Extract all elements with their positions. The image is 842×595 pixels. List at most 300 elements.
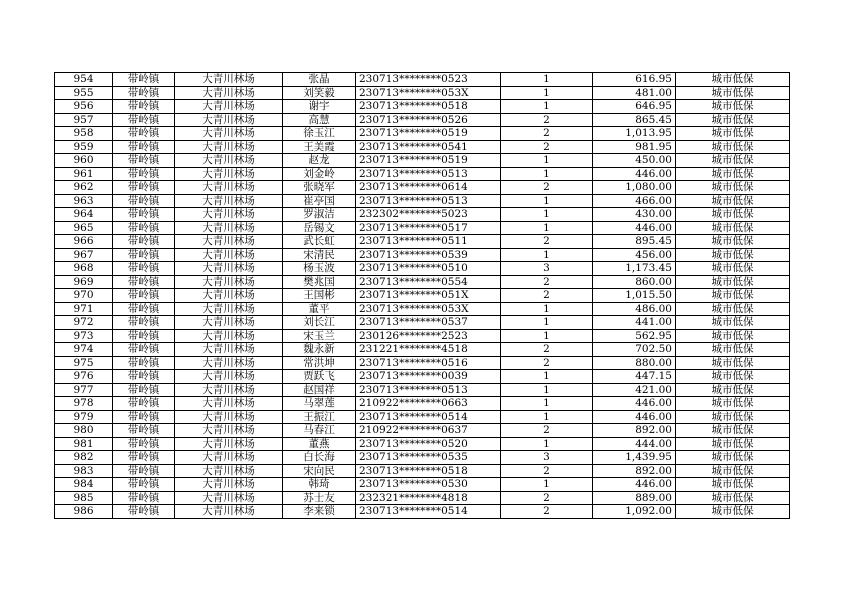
person-name-cell: 刘长江 — [283, 316, 356, 330]
table-row — [55, 73, 790, 87]
table-row — [55, 491, 790, 505]
row-number-cell: 957 — [55, 113, 113, 127]
amount-cell: 486.00 — [593, 302, 676, 316]
row-number-cell: 984 — [55, 478, 113, 492]
town-cell: 带岭镇 — [113, 113, 175, 127]
id-number-cell: 230713********0513 — [356, 194, 501, 208]
assistance-type-cell: 城市低保 — [676, 329, 790, 343]
forest-farm-cell: 大青川林场 — [175, 329, 283, 343]
forest-farm-cell: 大青川林场 — [175, 424, 283, 438]
household-count-cell: 1 — [501, 437, 593, 451]
id-number-cell: 230713********0539 — [356, 248, 501, 262]
amount-cell: 1,439.95 — [593, 451, 676, 465]
town-cell: 带岭镇 — [113, 154, 175, 168]
household-count-cell: 1 — [501, 478, 593, 492]
amount-cell: 430.00 — [593, 208, 676, 222]
household-count-cell: 1 — [501, 208, 593, 222]
id-number-cell: 230713********0518 — [356, 100, 501, 114]
household-count-cell: 2 — [501, 505, 593, 519]
town-cell: 带岭镇 — [113, 478, 175, 492]
amount-cell: 421.00 — [593, 383, 676, 397]
town-cell: 带岭镇 — [113, 383, 175, 397]
row-number-cell: 972 — [55, 316, 113, 330]
amount-cell: 446.00 — [593, 397, 676, 411]
row-number-cell: 983 — [55, 464, 113, 478]
household-count-cell: 1 — [501, 397, 593, 411]
row-number-cell: 968 — [55, 262, 113, 276]
household-count-cell: 1 — [501, 316, 593, 330]
table-row — [55, 451, 790, 465]
person-name-cell: 赵龙 — [283, 154, 356, 168]
person-name-cell: 樊兆国 — [283, 275, 356, 289]
spreadsheet-page — [54, 72, 790, 519]
table-row — [55, 343, 790, 357]
town-cell: 带岭镇 — [113, 302, 175, 316]
row-number-cell: 954 — [55, 73, 113, 87]
amount-cell: 892.00 — [593, 464, 676, 478]
id-number-cell: 230713********0518 — [356, 464, 501, 478]
household-count-cell: 1 — [501, 370, 593, 384]
table-row — [55, 86, 790, 100]
assistance-type-cell: 城市低保 — [676, 343, 790, 357]
id-number-cell: 230713********0514 — [356, 410, 501, 424]
assistance-type-cell: 城市低保 — [676, 194, 790, 208]
row-number-cell: 981 — [55, 437, 113, 451]
row-number-cell: 965 — [55, 221, 113, 235]
row-number-cell: 958 — [55, 127, 113, 141]
row-number-cell: 960 — [55, 154, 113, 168]
town-cell: 带岭镇 — [113, 397, 175, 411]
table-row — [55, 410, 790, 424]
assistance-type-cell: 城市低保 — [676, 113, 790, 127]
table-row — [55, 383, 790, 397]
household-count-cell: 1 — [501, 194, 593, 208]
forest-farm-cell: 大青川林场 — [175, 383, 283, 397]
person-name-cell: 白长海 — [283, 451, 356, 465]
id-number-cell: 230713********0523 — [356, 73, 501, 87]
row-number-cell: 980 — [55, 424, 113, 438]
id-number-cell: 230713********0520 — [356, 437, 501, 451]
id-number-cell: 230713********0516 — [356, 356, 501, 370]
town-cell: 带岭镇 — [113, 343, 175, 357]
row-number-cell: 985 — [55, 491, 113, 505]
row-number-cell: 967 — [55, 248, 113, 262]
row-number-cell: 976 — [55, 370, 113, 384]
id-number-cell: 210922********0663 — [356, 397, 501, 411]
id-number-cell: 230713********0511 — [356, 235, 501, 249]
forest-farm-cell: 大青川林场 — [175, 478, 283, 492]
town-cell: 带岭镇 — [113, 356, 175, 370]
id-number-cell: 230713********0510 — [356, 262, 501, 276]
town-cell: 带岭镇 — [113, 424, 175, 438]
forest-farm-cell: 大青川林场 — [175, 154, 283, 168]
person-name-cell: 董燕 — [283, 437, 356, 451]
row-number-cell: 974 — [55, 343, 113, 357]
assistance-type-cell: 城市低保 — [676, 316, 790, 330]
forest-farm-cell: 大青川林场 — [175, 302, 283, 316]
town-cell: 带岭镇 — [113, 329, 175, 343]
amount-cell: 860.00 — [593, 275, 676, 289]
row-number-cell: 963 — [55, 194, 113, 208]
assistance-type-cell: 城市低保 — [676, 167, 790, 181]
person-name-cell: 杨玉波 — [283, 262, 356, 276]
assistance-type-cell: 城市低保 — [676, 410, 790, 424]
person-name-cell: 谢宇 — [283, 100, 356, 114]
person-name-cell: 高慧 — [283, 113, 356, 127]
row-number-cell: 961 — [55, 167, 113, 181]
table-row — [55, 167, 790, 181]
row-number-cell: 962 — [55, 181, 113, 195]
household-count-cell: 1 — [501, 410, 593, 424]
forest-farm-cell: 大青川林场 — [175, 194, 283, 208]
household-count-cell: 2 — [501, 343, 593, 357]
assistance-type-cell: 城市低保 — [676, 140, 790, 154]
household-count-cell: 2 — [501, 424, 593, 438]
amount-cell: 446.00 — [593, 221, 676, 235]
assistance-type-cell: 城市低保 — [676, 221, 790, 235]
forest-farm-cell: 大青川林场 — [175, 505, 283, 519]
town-cell: 带岭镇 — [113, 221, 175, 235]
row-number-cell: 986 — [55, 505, 113, 519]
table-row — [55, 437, 790, 451]
forest-farm-cell: 大青川林场 — [175, 437, 283, 451]
household-count-cell: 1 — [501, 248, 593, 262]
table-row — [55, 356, 790, 370]
row-number-cell: 975 — [55, 356, 113, 370]
id-number-cell: 230713********0517 — [356, 221, 501, 235]
assistance-type-cell: 城市低保 — [676, 478, 790, 492]
table-row — [55, 397, 790, 411]
forest-farm-cell: 大青川林场 — [175, 275, 283, 289]
assistance-type-cell: 城市低保 — [676, 248, 790, 262]
household-count-cell: 1 — [501, 73, 593, 87]
person-name-cell: 王振江 — [283, 410, 356, 424]
table-row — [55, 248, 790, 262]
household-count-cell: 2 — [501, 491, 593, 505]
person-name-cell: 张晓军 — [283, 181, 356, 195]
forest-farm-cell: 大青川林场 — [175, 113, 283, 127]
forest-farm-cell: 大青川林场 — [175, 343, 283, 357]
assistance-type-cell: 城市低保 — [676, 437, 790, 451]
household-count-cell: 2 — [501, 181, 593, 195]
town-cell: 带岭镇 — [113, 181, 175, 195]
id-number-cell: 230713********0513 — [356, 383, 501, 397]
amount-cell: 481.00 — [593, 86, 676, 100]
person-name-cell: 武长虹 — [283, 235, 356, 249]
id-number-cell: 230713********0526 — [356, 113, 501, 127]
assistance-type-cell: 城市低保 — [676, 100, 790, 114]
table-row — [55, 235, 790, 249]
household-count-cell: 2 — [501, 235, 593, 249]
table-row — [55, 100, 790, 114]
amount-cell: 447.15 — [593, 370, 676, 384]
forest-farm-cell: 大青川林场 — [175, 410, 283, 424]
household-count-cell: 3 — [501, 451, 593, 465]
amount-cell: 1,080.00 — [593, 181, 676, 195]
table-row — [55, 275, 790, 289]
assistance-type-cell: 城市低保 — [676, 208, 790, 222]
row-number-cell: 956 — [55, 100, 113, 114]
person-name-cell: 魏永新 — [283, 343, 356, 357]
id-number-cell: 231221********4518 — [356, 343, 501, 357]
amount-cell: 616.95 — [593, 73, 676, 87]
id-number-cell: 230713********0554 — [356, 275, 501, 289]
forest-farm-cell: 大青川林场 — [175, 248, 283, 262]
table-row — [55, 154, 790, 168]
id-number-cell: 230713********0537 — [356, 316, 501, 330]
assistance-type-cell: 城市低保 — [676, 464, 790, 478]
household-count-cell: 1 — [501, 154, 593, 168]
relief-roster-table — [54, 72, 790, 519]
row-number-cell: 973 — [55, 329, 113, 343]
household-count-cell: 1 — [501, 302, 593, 316]
assistance-type-cell: 城市低保 — [676, 505, 790, 519]
household-count-cell: 2 — [501, 356, 593, 370]
forest-farm-cell: 大青川林场 — [175, 127, 283, 141]
row-number-cell: 969 — [55, 275, 113, 289]
table-row — [55, 289, 790, 303]
id-number-cell: 230713********053X — [356, 86, 501, 100]
town-cell: 带岭镇 — [113, 140, 175, 154]
amount-cell: 865.45 — [593, 113, 676, 127]
id-number-cell: 230713********0039 — [356, 370, 501, 384]
town-cell: 带岭镇 — [113, 100, 175, 114]
row-number-cell: 982 — [55, 451, 113, 465]
town-cell: 带岭镇 — [113, 235, 175, 249]
table-row — [55, 208, 790, 222]
id-number-cell: 230713********051X — [356, 289, 501, 303]
person-name-cell: 刘笑毅 — [283, 86, 356, 100]
row-number-cell: 979 — [55, 410, 113, 424]
table-row — [55, 302, 790, 316]
id-number-cell: 230713********0514 — [356, 505, 501, 519]
id-number-cell: 230713********0535 — [356, 451, 501, 465]
amount-cell: 1,173.45 — [593, 262, 676, 276]
forest-farm-cell: 大青川林场 — [175, 100, 283, 114]
assistance-type-cell: 城市低保 — [676, 451, 790, 465]
person-name-cell: 宋玉兰 — [283, 329, 356, 343]
assistance-type-cell: 城市低保 — [676, 154, 790, 168]
forest-farm-cell: 大青川林场 — [175, 370, 283, 384]
assistance-type-cell: 城市低保 — [676, 235, 790, 249]
person-name-cell: 赵国祥 — [283, 383, 356, 397]
town-cell: 带岭镇 — [113, 491, 175, 505]
household-count-cell: 1 — [501, 329, 593, 343]
amount-cell: 646.95 — [593, 100, 676, 114]
table-row — [55, 316, 790, 330]
town-cell: 带岭镇 — [113, 451, 175, 465]
household-count-cell: 2 — [501, 127, 593, 141]
town-cell: 带岭镇 — [113, 289, 175, 303]
amount-cell: 880.00 — [593, 356, 676, 370]
household-count-cell: 3 — [501, 262, 593, 276]
table-row — [55, 140, 790, 154]
person-name-cell: 马翠莲 — [283, 397, 356, 411]
table-row — [55, 329, 790, 343]
person-name-cell: 贾跃飞 — [283, 370, 356, 384]
amount-cell: 466.00 — [593, 194, 676, 208]
row-number-cell: 966 — [55, 235, 113, 249]
assistance-type-cell: 城市低保 — [676, 275, 790, 289]
id-number-cell: 210922********0637 — [356, 424, 501, 438]
id-number-cell: 230713********0519 — [356, 127, 501, 141]
id-number-cell: 230713********0530 — [356, 478, 501, 492]
table-row — [55, 370, 790, 384]
assistance-type-cell: 城市低保 — [676, 356, 790, 370]
forest-farm-cell: 大青川林场 — [175, 397, 283, 411]
row-number-cell: 971 — [55, 302, 113, 316]
table-row — [55, 262, 790, 276]
town-cell: 带岭镇 — [113, 208, 175, 222]
town-cell: 带岭镇 — [113, 167, 175, 181]
table-row — [55, 424, 790, 438]
assistance-type-cell: 城市低保 — [676, 262, 790, 276]
row-number-cell: 955 — [55, 86, 113, 100]
id-number-cell: 230126********2523 — [356, 329, 501, 343]
person-name-cell: 宋清民 — [283, 248, 356, 262]
forest-farm-cell: 大青川林场 — [175, 316, 283, 330]
town-cell: 带岭镇 — [113, 275, 175, 289]
amount-cell: 446.00 — [593, 478, 676, 492]
table-row — [55, 478, 790, 492]
person-name-cell: 徐玉江 — [283, 127, 356, 141]
forest-farm-cell: 大青川林场 — [175, 73, 283, 87]
household-count-cell: 2 — [501, 140, 593, 154]
town-cell: 带岭镇 — [113, 86, 175, 100]
town-cell: 带岭镇 — [113, 370, 175, 384]
assistance-type-cell: 城市低保 — [676, 302, 790, 316]
forest-farm-cell: 大青川林场 — [175, 356, 283, 370]
amount-cell: 892.00 — [593, 424, 676, 438]
forest-farm-cell: 大青川林场 — [175, 464, 283, 478]
forest-farm-cell: 大青川林场 — [175, 140, 283, 154]
household-count-cell: 1 — [501, 221, 593, 235]
amount-cell: 450.00 — [593, 154, 676, 168]
assistance-type-cell: 城市低保 — [676, 289, 790, 303]
town-cell: 带岭镇 — [113, 262, 175, 276]
amount-cell: 1,092.00 — [593, 505, 676, 519]
assistance-type-cell: 城市低保 — [676, 383, 790, 397]
person-name-cell: 马春江 — [283, 424, 356, 438]
amount-cell: 456.00 — [593, 248, 676, 262]
row-number-cell: 978 — [55, 397, 113, 411]
assistance-type-cell: 城市低保 — [676, 370, 790, 384]
table-row — [55, 113, 790, 127]
town-cell: 带岭镇 — [113, 316, 175, 330]
town-cell: 带岭镇 — [113, 73, 175, 87]
forest-farm-cell: 大青川林场 — [175, 221, 283, 235]
id-number-cell: 230713********0513 — [356, 167, 501, 181]
forest-farm-cell: 大青川林场 — [175, 491, 283, 505]
person-name-cell: 岳锡文 — [283, 221, 356, 235]
assistance-type-cell: 城市低保 — [676, 181, 790, 195]
town-cell: 带岭镇 — [113, 194, 175, 208]
person-name-cell: 王美霞 — [283, 140, 356, 154]
table-row — [55, 221, 790, 235]
id-number-cell: 230713********0519 — [356, 154, 501, 168]
row-number-cell: 959 — [55, 140, 113, 154]
id-number-cell: 230713********053X — [356, 302, 501, 316]
table-body — [55, 73, 790, 519]
amount-cell: 1,013.95 — [593, 127, 676, 141]
person-name-cell: 董平 — [283, 302, 356, 316]
forest-farm-cell: 大青川林场 — [175, 235, 283, 249]
town-cell: 带岭镇 — [113, 464, 175, 478]
assistance-type-cell: 城市低保 — [676, 491, 790, 505]
forest-farm-cell: 大青川林场 — [175, 262, 283, 276]
forest-farm-cell: 大青川林场 — [175, 289, 283, 303]
amount-cell: 702.50 — [593, 343, 676, 357]
household-count-cell: 1 — [501, 86, 593, 100]
amount-cell: 441.00 — [593, 316, 676, 330]
assistance-type-cell: 城市低保 — [676, 424, 790, 438]
table-row — [55, 464, 790, 478]
id-number-cell: 232321********4818 — [356, 491, 501, 505]
person-name-cell: 韩琦 — [283, 478, 356, 492]
forest-farm-cell: 大青川林场 — [175, 451, 283, 465]
assistance-type-cell: 城市低保 — [676, 86, 790, 100]
person-name-cell: 苏士友 — [283, 491, 356, 505]
amount-cell: 889.00 — [593, 491, 676, 505]
amount-cell: 562.95 — [593, 329, 676, 343]
table-row — [55, 181, 790, 195]
town-cell: 带岭镇 — [113, 410, 175, 424]
amount-cell: 446.00 — [593, 410, 676, 424]
household-count-cell: 1 — [501, 100, 593, 114]
table-row — [55, 194, 790, 208]
table-row — [55, 505, 790, 519]
person-name-cell: 崔亭国 — [283, 194, 356, 208]
person-name-cell: 王国彬 — [283, 289, 356, 303]
town-cell: 带岭镇 — [113, 248, 175, 262]
assistance-type-cell: 城市低保 — [676, 73, 790, 87]
amount-cell: 895.45 — [593, 235, 676, 249]
id-number-cell: 232302********5023 — [356, 208, 501, 222]
household-count-cell: 2 — [501, 113, 593, 127]
forest-farm-cell: 大青川林场 — [175, 208, 283, 222]
person-name-cell: 宋向民 — [283, 464, 356, 478]
household-count-cell: 2 — [501, 464, 593, 478]
person-name-cell: 刘金岭 — [283, 167, 356, 181]
town-cell: 带岭镇 — [113, 437, 175, 451]
person-name-cell: 张晶 — [283, 73, 356, 87]
amount-cell: 446.00 — [593, 167, 676, 181]
person-name-cell: 李来锁 — [283, 505, 356, 519]
household-count-cell: 1 — [501, 167, 593, 181]
person-name-cell: 罗淑洁 — [283, 208, 356, 222]
forest-farm-cell: 大青川林场 — [175, 86, 283, 100]
id-number-cell: 230713********0541 — [356, 140, 501, 154]
amount-cell: 1,015.50 — [593, 289, 676, 303]
town-cell: 带岭镇 — [113, 505, 175, 519]
household-count-cell: 2 — [501, 275, 593, 289]
assistance-type-cell: 城市低保 — [676, 397, 790, 411]
row-number-cell: 977 — [55, 383, 113, 397]
forest-farm-cell: 大青川林场 — [175, 167, 283, 181]
household-count-cell: 2 — [501, 289, 593, 303]
row-number-cell: 964 — [55, 208, 113, 222]
row-number-cell: 970 — [55, 289, 113, 303]
table-row — [55, 127, 790, 141]
household-count-cell: 1 — [501, 383, 593, 397]
id-number-cell: 230713********0614 — [356, 181, 501, 195]
amount-cell: 444.00 — [593, 437, 676, 451]
forest-farm-cell: 大青川林场 — [175, 181, 283, 195]
assistance-type-cell: 城市低保 — [676, 127, 790, 141]
person-name-cell: 常洪坤 — [283, 356, 356, 370]
town-cell: 带岭镇 — [113, 127, 175, 141]
amount-cell: 981.95 — [593, 140, 676, 154]
